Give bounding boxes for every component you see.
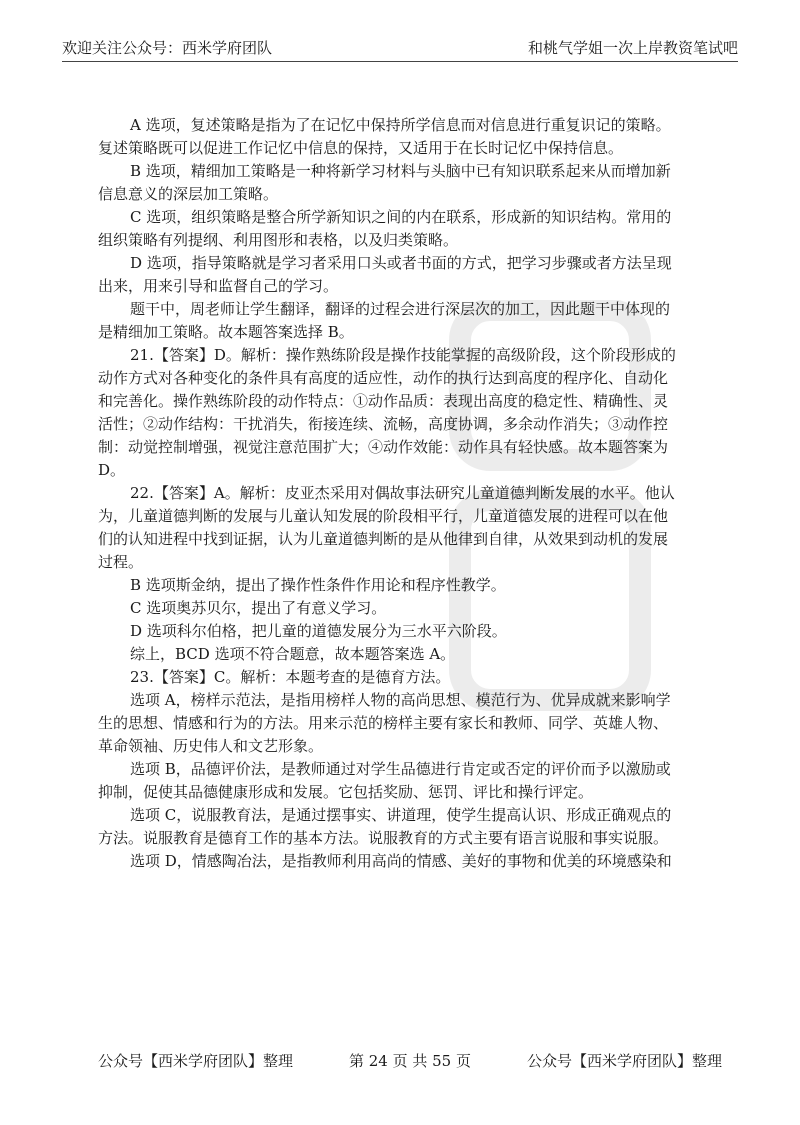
text-line: 22.【答案】A。解析：皮亚杰采用对偶故事法研究儿童道德判断发展的水平。他认 [130, 484, 675, 502]
text-line: 选项 B，品德评价法，是教师通过对学生品德进行肯定或否定的评价而予以激励或 [130, 760, 671, 778]
text-line: 选项 D，情感陶冶法，是指教师利用高尚的情感、美好的事物和优美的环境感染和 [130, 852, 672, 870]
page-header [62, 32, 738, 62]
page-body [98, 114, 702, 873]
text-line: 题干中，周老师让学生翻译，翻译的过程会进行深层次的加工，因此题干中体现的 [130, 300, 671, 318]
text-line: 和完善化。操作熟练阶段的动作特点：①动作品质：表现出高度的稳定性、精确性、灵 [98, 392, 669, 410]
text-line: 抑制，促使其品德健康形成和发展。它包括奖励、惩罚、评比和操行评定。 [98, 783, 594, 801]
text-line: 生的思想、情感和行为的方法。用来示范的榜样主要有家长和教师、同学、英雄人物、 [98, 714, 669, 732]
text-line: 组织策略有列提纲、利用图形和表格，以及归类策略。 [98, 231, 459, 249]
text-line: C 选项奥苏贝尔，提出了有意义学习。 [130, 599, 387, 617]
header-right-text: 和桃气学姐一次上岸教资笔试吧 [527, 39, 738, 57]
page-number: 第 24 页 共 55 页 [348, 1052, 471, 1070]
text-line: A 选项，复述策略是指为了在记忆中保持所学信息而对信息进行重复识记的策略。 [130, 116, 671, 134]
text-line: D 选项，指导策略就是学习者采用口头或者书面的方式，把学习步骤或者方法呈现 [130, 254, 672, 272]
text-line: B 选项斯金纳，提出了操作性条件作用论和程序性教学。 [130, 576, 506, 594]
text-line: 是精细加工策略。故本题答案选择 B。 [98, 323, 354, 341]
text-line: 信息意义的深层加工策略。 [98, 185, 279, 203]
page-footer [98, 1050, 722, 1071]
text-line: 们的认知进程中找到证据，认为儿童道德判断的是从他律到自律，从效果到动机的发展 [98, 530, 669, 548]
text-line: 活性；②动作结构：干扰消失，衔接连续、流畅，高度协调，多余动作消失；③动作控 [98, 415, 669, 433]
text-line: B 选项，精细加工策略是一种将新学习材料与头脑中已有知识联系起来从而增加新 [130, 162, 671, 180]
text-line: 复述策略既可以促进工作记忆中信息的保持，又适用于在长时记忆中保持信息。 [98, 139, 624, 157]
text-line: 为，儿童道德判断的发展与儿童认知发展的阶段相平行，儿童道德发展的进程可以在他 [98, 507, 669, 525]
footer-right-text: 公众号【西米学府团队】整理 [526, 1052, 722, 1070]
text-line: 动作方式对各种变化的条件具有高度的适应性，动作的执行达到高度的程序化、自动化 [98, 369, 669, 387]
text-line: 23.【答案】C。解析：本题考查的是德育方法。 [130, 668, 451, 686]
text-line: D 选项科尔伯格，把儿童的道德发展分为三水平六阶段。 [130, 622, 507, 640]
text-line: 综上，BCD 选项不符合题意，故本题答案选 A。 [130, 645, 456, 663]
text-line: 方法。说服教育是德育工作的基本方法。说服教育的方式主要有语言说服和事实说服。 [98, 829, 669, 847]
text-line: C 选项，组织策略是整合所学新知识之间的内在联系，形成新的知识结构。常用的 [130, 208, 672, 226]
text-line: 选项 C，说服教育法，是通过摆事实、讲道理，使学生提高认识、形成正确观点的 [130, 806, 672, 824]
text-line: 选项 A，榜样示范法，是指用榜样人物的高尚思想、模范行为、优异成就来影响学 [130, 691, 671, 709]
text-line: 革命领袖、历史伟人和文艺形象。 [98, 737, 324, 755]
text-line: 21.【答案】D。解析：操作熟练阶段是操作技能掌握的高级阶段，这个阶段形成的 [130, 346, 676, 364]
text-line: D。 [98, 461, 126, 479]
text-line: 制：动觉控制增强，视觉注意范围扩大；④动作效能：动作具有轻快感。故本题答案为 [98, 438, 669, 456]
header-left-text: 欢迎关注公众号：西米学府团队 [62, 39, 273, 57]
text-line: 出来，用来引导和监督自己的学习。 [98, 277, 339, 295]
footer-left-text: 公众号【西米学府团队】整理 [98, 1052, 294, 1070]
text-line: 过程。 [98, 553, 144, 571]
